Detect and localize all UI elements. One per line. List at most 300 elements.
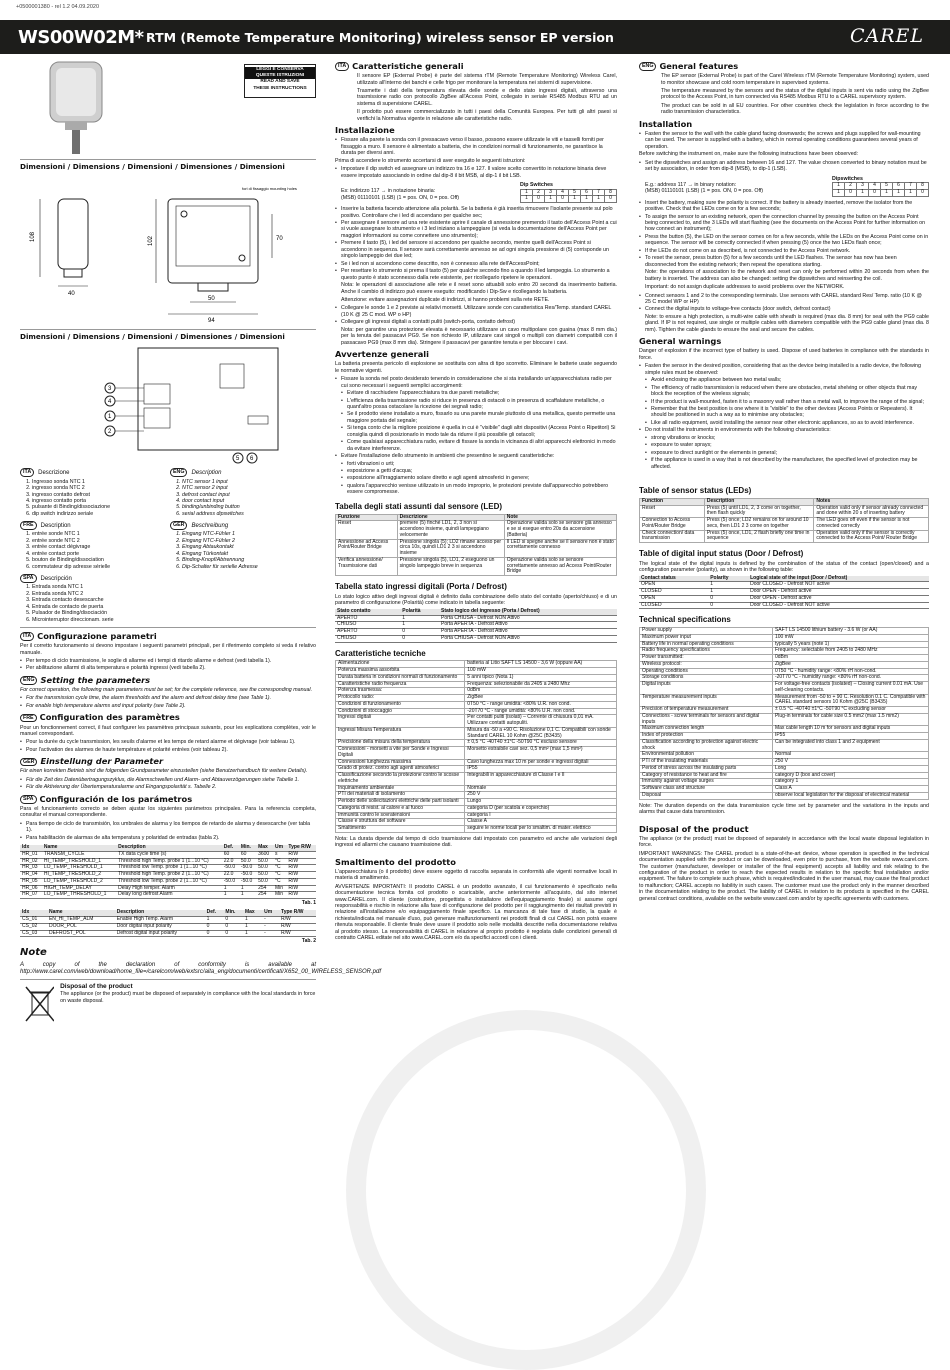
cell: SAFT LS 14500 lithium battery - 3.6 W (or AA) <box>772 628 928 635</box>
crossed-bin-icon <box>20 983 54 1025</box>
lang-tag: ITA <box>335 62 349 70</box>
cell: Defrost digital input polarity <box>115 930 205 937</box>
legend-item: 3. Entrada contacto desescarche <box>32 597 166 603</box>
config-ita <box>20 631 316 672</box>
cell: IP55 <box>772 733 928 740</box>
cell: 50.0 <box>256 872 273 879</box>
legend-item: 1. NTC sensor 1 input <box>182 479 316 485</box>
cell: categoria D (per scatola e coperchio) <box>465 805 617 812</box>
dip-value: 0 <box>605 196 617 203</box>
table-row <box>640 713 929 726</box>
cell: Max cable length 10 m for sensors and digital inputs <box>772 726 928 733</box>
column-header: Descrizione <box>397 514 504 521</box>
cell: Categoria di resist. al calore e al fuoco <box>336 805 465 812</box>
note: Note: the operations of association to the network and reset can only be performed within 20 seconds from when the battery is inserted. The address can also be changed: setting the dipswitches and reinserting the coil. <box>645 269 929 282</box>
paragraph: Before switching the instrument on, make sure the following instructions have been observed: <box>639 151 859 158</box>
cell: Door digital input polarity <box>115 923 205 930</box>
dimensions-title: Dimensioni / Dimensions / Dimensioni / Dimensiones / Dimensioni <box>20 162 285 171</box>
paragraph: Trasmette i dati della temperatura rilevata delle sonde e dello stato ingressi digitali, attraverso una trasmissione radio con protocollo ZigBee all'Access Point, collegato in seriale RS485 Modbus RTU ad un sistema di supervisione CAREL. <box>357 88 617 107</box>
paragraph: AVVERTENZE IMPORTANTI: Il prodotto CAREL è un prodotto avanzato, il cui funzionamento è specificato nella documentazione tecnica fornita col prodotto o scaricabile, anche anteriormente all'acquisto, dal sito internet www.CAREL.com. Il cliente (costruttore, progettista o installatore dell'equipaggiamento finale) si assume ogni responsabilità e rischio in relazione alla fase di configurazione del prodotto per il raggiungimento dei risultati previsti in relazione all'installazione e/o equipaggiamento finale specifico. La mancanza di tale fase di studio, la quale è richiesta/indicata nel manuale d'uso, può generare malfunzionamenti nei prodotti finali di cui CAREL non potrà essere ritenuta responsabile. Il cliente finale deve usare il prodotto solo nelle modalità descritte nella documentazione relativa al prodotto stesso. La responsabilità di CAREL in relazione al proprio prodotto è regolata dalle condizioni generali di contratto CAREL editate nel sito www.CAREL.com e/o da specifici accordi con i clienti. <box>335 883 617 942</box>
cell: -50.0 <box>239 865 256 872</box>
legend-item: 6. commutateur dip adresse sérielle <box>32 564 166 570</box>
legend-item: 2. Eingang NTC-Fühler 2 <box>182 538 316 544</box>
table-row <box>640 530 929 543</box>
cell: Immunità contro le sovratensioni <box>336 812 465 819</box>
sticker-line: READ AND SAVE <box>260 79 300 85</box>
cell: category D (box and cover) <box>772 772 928 779</box>
bullet: • Like all radio equipment, avoid installing the sensor near other electronic appliances, so as to avoid interference. <box>651 420 929 426</box>
table-row <box>336 539 617 557</box>
cell: Porta APERTA - Defrost Attivo <box>439 622 617 629</box>
cell: 1 <box>708 589 748 596</box>
cell: CS_02 <box>20 923 47 930</box>
cell: CLOSED <box>639 589 708 596</box>
bullet: • Connect sensors 1 and 2 to the corresponding terminals. Use sensors with CAREL standard Res/ Temp. ratio (10 K @ 25 C model WP or HP) <box>645 293 929 306</box>
cell: Ingressi digitali <box>336 715 465 728</box>
cell: °C <box>273 872 286 879</box>
paragraph: Pour un fonctionnement correct, il faut configurer les paramètres principaux suivants, pour les explications complètes, voir le manuel correspondant. <box>20 724 316 737</box>
cell: Annessione ad Access Point/Router Bridge <box>336 539 398 557</box>
section-title: Configuración de los parámetros <box>39 793 193 804</box>
legend-item: 5. Binding-Knopf/Abtrennung <box>182 557 316 563</box>
table-title: Technical specifications <box>639 615 731 625</box>
cell: Period of stress across the insulating parts <box>640 765 773 772</box>
section-title: General features <box>659 61 739 71</box>
cell: 250 V <box>465 792 617 799</box>
cell: R/W <box>286 865 316 872</box>
dip-number: 8 <box>605 189 617 196</box>
cell: LO_TEMP_TRESHOLD_2 <box>42 878 116 885</box>
lang-tag: ENG <box>20 676 37 684</box>
paragraph: La batteria presenta pericolo di esplosione se sostituita con altra di tipo scorretto. Eliminare le batterie usate seguendo le normative vigenti. <box>335 361 617 374</box>
cell: Door CLOSED - Defrost NOT active <box>748 602 929 609</box>
cell: ZigBee <box>465 695 617 702</box>
cell: Ingressi Misura Temperatura <box>336 727 465 740</box>
dip-number: 2 <box>845 183 857 190</box>
cell: Software class and structure <box>640 786 773 793</box>
cell: EN_HI_TEMP_ALM <box>47 917 115 924</box>
dip-example-line: (MSB) 01110101 (LSB) (1 = pos. ON, 0 = pos. Off) <box>341 194 460 201</box>
paragraph: L'apparecchiatura (o il prodotto) deve essere oggetto di raccolta separata in conformità alle vigenti normative locali in materia di smaltimento. <box>335 868 617 882</box>
table-row <box>20 930 316 937</box>
cell: Press (5) once; LD2 remains on for around 10 secs, then LD1 2 3 come on together <box>704 518 814 531</box>
cell: Operation valid only if the sensor is correctly connected to the Access Point/ Router Bridge <box>814 530 929 543</box>
bullet: • To reset the sensor, press button (5) for a few seconds until the LED flashes. The sensor has now has been disconnected from the existing network; then repeat the operations starting. <box>645 255 929 268</box>
legend-item: 2. ingresso sonda NTC 2 <box>32 485 166 491</box>
bullet: • Para habilitación de alarmas de alta temperatura y polaridad de entradas (tabla 2). <box>26 835 316 841</box>
cell: 0 <box>205 923 224 930</box>
cell: 22.0 <box>222 872 239 879</box>
dip-value: 1 <box>893 189 905 196</box>
cell: 1 <box>205 917 224 924</box>
column-header: Stato logico del ingresso (Porta / Defrost) <box>439 609 617 615</box>
document-reference: +0500001380 - rel 1.2 04.09.2020 <box>16 4 100 10</box>
table-title: Table of digital input status (Door / Defrost) <box>639 549 804 559</box>
legend-fre <box>20 521 166 570</box>
callout-4: 4 <box>108 399 112 406</box>
cell: Misura da -50 a +90 C. Risoluzione 0,1 C. Compatibili con sonde Standard CAREL 10 Kohm @25C (B3435) <box>465 727 617 740</box>
cell: 100 mW <box>772 634 928 641</box>
bullet: • Se i led non si accendono come descritto, non è connesso alla rete dell'AccessPoint; <box>341 261 617 267</box>
bullet: • Connect the digital inputs to voltage-free contacts (door switch, defrost contact) <box>645 306 929 312</box>
bullet: • forti vibrazioni o urti; <box>347 461 617 467</box>
cell: Index of protection <box>640 733 773 740</box>
section-title: Configuration des paramètres <box>39 712 180 723</box>
board-title: Dimensioni / Dimensions / Dimensioni / Dimensiones / Dimensioni <box>20 332 285 342</box>
product-area <box>20 60 316 156</box>
dip-example <box>335 182 617 203</box>
dip-number: 3 <box>545 189 557 196</box>
digital-input-table <box>335 609 617 643</box>
dip-number: 2 <box>533 189 545 196</box>
paragraph: Für einen korrekten Betrieb sind die folgenden Grundparameter einzustellen (siehe Benutzerhandbuch für weitere Details). <box>20 768 308 775</box>
legend-item: 1. entrée sonde NTC 1 <box>32 531 166 537</box>
header-bar <box>0 20 950 54</box>
cell: For voltage-free contacts (isolated) – Closing current 0.01 mA. Use self-cleaning contacts. <box>772 682 928 695</box>
dimensions-drawing <box>20 174 316 324</box>
table-row <box>639 602 929 609</box>
callout-5: 5 <box>236 456 240 463</box>
cell: Maximum connection length <box>640 726 773 733</box>
dip-example-line: Es: indirizzo 117 → in notazione binaria: <box>341 188 436 195</box>
legend-item: 1. Ingresso sonda NTC 1 <box>32 479 166 485</box>
cell: Porta CHIUSA - Defrost NON Attivo <box>439 615 617 622</box>
bullet: • The efficiency of radio transmission is reduced when there are obstacles, metal shelving or other objects that may block the reception of the wireless signals; <box>651 385 929 398</box>
cell: Classe A <box>465 819 617 826</box>
bullet: • Insert the battery, making sure the polarity is correct. If the battery is already inserted, remove the isolator from the positive. Check that the LEDs come on for a few seconds; <box>645 200 929 213</box>
cell: ± 0,5 °C -40T40 ±1°C -50T90 °C escluso sensore <box>465 740 617 747</box>
cell: batteria al Litio SAFT LS 14500 - 3,6 W (oppure AA) <box>465 661 617 668</box>
cell: Delay High temper. Alarm <box>116 885 222 892</box>
legend-spa <box>20 574 166 623</box>
cell: Long <box>772 765 928 772</box>
legend-ger <box>170 521 316 570</box>
paragraph: The appliance (or the product) must be disposed of separately in accordance with the local waste disposal legislation in force. <box>639 835 929 849</box>
column-header: Notes <box>814 498 929 505</box>
bullet: • if the appliance is used in a way that is not described by the manufacturer, the specified level of protection may be affected. <box>651 457 929 470</box>
bullet: • esposizione all'irraggiamento solare diretto e agli agenti atmosferici in genere; <box>347 475 617 481</box>
cell: CHIUSO <box>335 622 400 629</box>
cell: -20T70 °C - range umidità: <80% U.R. non cond. <box>465 708 617 715</box>
bullet: • Remember that the best position is one where it is "visible" to the other devices (Access Points or Repeaters). It should be positioned in such a way as to minimise any obstacles; <box>651 406 929 419</box>
column-header: Min. <box>239 845 256 851</box>
legend-item: 5. Pulsador de Binding/disociación <box>32 610 166 616</box>
cell: °C <box>273 878 286 885</box>
section-title: Configurazione parametri <box>37 631 157 641</box>
dip-value: 0 <box>869 189 881 196</box>
cell: 0 <box>400 629 439 636</box>
cell: Normal <box>772 752 928 759</box>
bullet: • Impostare il dip switch ed assegnare un indirizzo tra 16 e 127. Il valore scelto convertito in notazione binaria deve essere impostato associando in ordine dal dip-8 il bit MSB, al dip-1 il bit LSB. <box>341 166 617 179</box>
cell: Condizioni di funzionamento <box>336 701 465 708</box>
cell: Enable High Temp. Alarm <box>115 917 205 924</box>
cell: Battery life in normal operating conditions <box>640 641 773 648</box>
cell: Grado di protez. contro agli agenti atmosferici <box>336 766 465 773</box>
table-row <box>336 727 617 740</box>
cell: Reset <box>336 521 398 539</box>
bullet: • Come qualsiasi apparecchiatura radio, evitare di fissare la sonda in vicinanza di altri apparecchi elettronici in modo da evitare interferenze. <box>347 439 617 452</box>
bullet: • Si tenga conto che la migliore posizione è quella in cui è "visibile" dagli altri dispositivi (Access Point o Ripetitori) Si consiglia quindi di posizionarlo in modo tale da ridurre il più possibile gli ostacoli; <box>347 425 617 438</box>
cell: Min <box>273 885 286 892</box>
dip-number: 8 <box>917 183 929 190</box>
bullet: • Per resettare lo strumento si prema il tasto (5) per qualche secondo fino a quando il led lampeggia. Lo strumento a questo punto è stato sconnesso dalla rete esistente, per ricollegarlo ripetere le operazioni. <box>341 268 617 281</box>
cell: Connections - screw terminals for sensors and digital inputs <box>640 713 773 726</box>
cell: Protocollo radio: <box>336 695 465 702</box>
column-header: Max <box>243 910 262 916</box>
paragraph: Il prodotto può essere commercializzato in tutti i paesi della Comunità Europea. Per tutti gli altri paesi si verifichi la Normativa vigente in relazione alle caratteristiche radio. <box>357 109 617 122</box>
table-row <box>640 682 929 695</box>
legend-item: 3. defrost contact input <box>182 492 316 498</box>
cell: Potenza massima assorbita <box>336 668 465 675</box>
table-row <box>640 505 929 518</box>
paragraph: Lo stato logico attivo degli ingressi digitali è definito dalla combinazione dello stato del contatto (aperto/chiuso) e di un parametro di configurazione (Polarità) come indicato in tabella seguente: <box>335 593 617 607</box>
tech-spec-table <box>639 627 929 800</box>
cell: 1 <box>243 923 262 930</box>
lang-tag: ENG <box>639 62 656 70</box>
cell: -50.0 <box>222 865 239 872</box>
table-caption: Tab. 1 <box>301 900 316 907</box>
callout-1: 1 <box>108 414 112 421</box>
cell: Precision of temperature measurement <box>640 707 773 714</box>
dip-number: 7 <box>905 183 917 190</box>
cell: Operazione valida solo se sensore già annesso e se si esegue entro 20s da accensione (Batteria) <box>504 521 616 539</box>
table-title: Caratteristiche tecniche <box>335 648 426 658</box>
disposal-box <box>20 983 316 1025</box>
bullet: • If the product is wall-mounted, fasten it to a masonry wall rather than a metal wall, to improve the range of the signal; <box>651 399 929 405</box>
column-header: Um <box>262 910 279 916</box>
cell: OPEN <box>639 595 708 602</box>
cell: Classe e struttura del software <box>336 819 465 826</box>
cell: Min <box>273 892 286 899</box>
cell: 0dBm <box>465 688 617 695</box>
dip-value: 1 <box>881 189 893 196</box>
cell: R/W <box>286 885 316 892</box>
dim-70: 70 <box>276 235 283 242</box>
lang-tag: ITA <box>20 632 34 640</box>
cell: HI_TEMP_TRESHOLD_1 <box>42 858 116 865</box>
legend-item: 1. Eingang NTC-Fühler 1 <box>182 531 316 537</box>
config-ger <box>20 756 316 790</box>
cell: 254 <box>256 892 273 899</box>
disposal-title: Disposal of the product <box>60 983 133 991</box>
section-title: Installazione <box>335 125 395 136</box>
bullet: • To assign the sensor to an existing network, open the connection channel by pressing the button on the Access Point being connected to, and the 3 LEDs will start flashing (see the documents on the Access Point for further information on how connect an instrument); <box>645 214 929 233</box>
cell: LO_TEMP_THRESHOLD_1 <box>42 892 116 899</box>
legend-item: 4. ingresso contatto porta <box>32 498 166 504</box>
cell: Il LED si spegne anche se il sensore non è stato correttamente connesso <box>504 539 616 557</box>
dip-number: 1 <box>521 189 533 196</box>
cell: 1 <box>239 892 256 899</box>
dip-value: 0 <box>533 196 545 203</box>
table-row <box>336 701 617 708</box>
bullet: • Collegare gli ingressi digitali a contatti puliti (switch-porta, contatto defrost) <box>341 319 617 325</box>
cell: CHIUSO <box>335 635 400 642</box>
table-caption: Tab. 2 <box>301 938 316 945</box>
cell: Potenza trasmessa: <box>336 688 465 695</box>
cell: R/W <box>279 917 316 924</box>
table-title: Tabella degli stati assunti dal sensore (LED) <box>335 501 503 511</box>
paragraph: The EP sensor (External Probe) is part of the Carel Wireless rTM (Remote Temperature Monitoring) system, used to monitor showcase and cold room temperature in supervised systems. <box>661 73 929 86</box>
cell: premere (5) finché LD1, 2, 3 non si accendono insieme, quindi lampeggiano velocemente <box>397 521 504 539</box>
cell: HR_01 <box>20 851 42 858</box>
cell: APERTO <box>335 629 400 636</box>
dip-value: 1 <box>593 196 605 203</box>
legend-item: 5. binding/unbinding button <box>182 504 316 510</box>
legend-item: 5. pulsante di Binding/dissociazione <box>32 504 166 510</box>
dip-value: 1 <box>521 196 533 203</box>
cell: - <box>262 917 279 924</box>
cell: DOOR_POL <box>47 923 115 930</box>
dip-table <box>520 189 617 204</box>
paragraph: Danger of explosion if the incorrect type of battery is used. Dispose of used batteries in compliance with the standards in force. <box>639 348 929 361</box>
cell: OPEN <box>639 582 708 589</box>
table-row <box>640 792 929 799</box>
dim-50: 50 <box>208 295 215 302</box>
cell: HIGH_TEMP_DELAY <box>42 885 116 892</box>
paragraph: The logical state of the digital inputs is defined by the combination of the status of the contact (open/closed) and a configuration parameter (polarity), as shown in the following table: <box>639 560 929 574</box>
cell: 254 <box>256 885 273 892</box>
bullet: • Press the button (5), the LED on the sensor comes on for a few seconds, while the LEDs on the Access Point come on in sequence. The sensor will be correctly connected if when pressing (5) once the two LEDs flash once; <box>645 234 929 247</box>
column-header: Contact status <box>639 576 708 582</box>
bullet: • Evitare di racchiudere l'apparecchiatura tra due pareti metalliche; <box>347 390 617 396</box>
legend-item: 4. door contact input <box>182 498 316 504</box>
lang-tag: ENG <box>170 468 187 476</box>
cell: Integrabili in apparecchiature di Classe I e II <box>465 773 617 786</box>
bullet: • Avoid enclosing the appliance between two metal walls; <box>651 377 929 383</box>
dip-title: Dip Switches <box>520 182 553 189</box>
dip-number: 1 <box>833 183 845 190</box>
table-row <box>336 826 617 833</box>
bullet: • Collegare le sonde 1 e 2 previste ai relativi morsetti. Utilizzare sonde con caratteristica Res/Temp. standard CAREL (10 K @ 25 C mod. WP o HP) <box>341 305 617 318</box>
legend-item: 3. ingresso contatto defrost <box>32 492 166 498</box>
carel-logo: CAREL <box>849 25 924 47</box>
config-spa <box>20 794 316 841</box>
tech-spec-table <box>335 660 617 833</box>
cell: 0 <box>223 923 243 930</box>
column-header: Description <box>116 845 222 851</box>
column-header: Polarity <box>708 576 748 582</box>
cell: 0T50 °C - range umidità: <80% U.R. non cond. <box>465 701 617 708</box>
dip-number: 4 <box>869 183 881 190</box>
column-header: Type R/W <box>286 845 316 851</box>
cell: APERTO <box>335 615 400 622</box>
table-row <box>336 805 617 812</box>
cell: HR_04 <box>20 872 42 879</box>
cell: DEFROST_POL <box>47 930 115 937</box>
document-title: RTM (Remote Temperature Monitoring) wireless sensor EP version <box>146 30 614 45</box>
cell: R/W <box>286 858 316 865</box>
cell: CS_03 <box>20 930 47 937</box>
cell: R/W <box>279 923 316 930</box>
bullet: • Para tiempo de ciclo de transmisión, los umbrales de alarma y los tiempos de retardo de alarma y desescarche (ver tabla 1). <box>26 821 316 834</box>
dip-example <box>639 176 929 197</box>
cell: Porta CHIUSA - Defrost NON Attivo <box>439 635 617 642</box>
cell: Frequenza: selezionabile da 2405 a 2480 Mhz <box>465 681 617 688</box>
cell: - <box>262 930 279 937</box>
legend-item: 2. NTC sensor 2 input <box>182 485 316 491</box>
column-header: Description <box>115 910 205 916</box>
cell: 100 mW <box>465 668 617 675</box>
watermark-seal <box>346 1010 706 1370</box>
section-title: Caratteristiche generali <box>352 61 464 71</box>
cell: Power supply <box>640 628 773 635</box>
cell: Classification according to protection against electric shock <box>640 739 773 752</box>
section-title: Smaltimento del prodotto <box>335 856 456 867</box>
cell: 0dBm <box>772 655 928 662</box>
bullet: • Inserire la batteria facendo attenzione alla polarità. Se la batteria è già inserita rimuovere l'isolante presente sul polo positivo. Controllare che i led di accendano per qualche sec; <box>341 206 617 219</box>
bullet: • esposizione a getti d'acqua; <box>347 468 617 474</box>
dip-number: 6 <box>893 183 905 190</box>
digital-input-table <box>639 576 929 610</box>
callout-6: 6 <box>250 456 254 463</box>
cell: category 1 <box>772 779 928 786</box>
cell: Per contatti puliti (isolati) – Corrente di chiusura 0,01 mA. Utilizzare contatti autopuliti. <box>465 715 617 728</box>
dip-example-line: (MSB) 01110101 (LSB) (1 = pos. ON, 0 = pos. Off) <box>645 188 764 195</box>
cell: 0 <box>708 595 748 602</box>
column-header: Name <box>42 845 116 851</box>
dip-value: 1 <box>545 196 557 203</box>
bullet: • Evitare l'installazione dello strumento in ambienti che presentino le seguenti caratteristiche: <box>341 453 617 459</box>
cell: Porta APERTA - Defrost Attivo <box>439 629 617 636</box>
legend-eng <box>170 468 316 517</box>
cell: 50.0 <box>256 878 273 885</box>
cell: CS_01 <box>20 917 47 924</box>
cell: Connessioni - morsetti a vite per Sonde e Ingressi Digitali <box>336 747 465 760</box>
cell: 1 <box>222 885 239 892</box>
legend-title: Description <box>191 470 222 477</box>
cell: s <box>273 851 286 858</box>
cell: Classificazione secondo la protezione contro le scosse elettriche <box>336 773 465 786</box>
cell: Delay long defrost Alarm <box>116 892 222 899</box>
legend-item: 2. Entrada sonda NTC 2 <box>32 591 166 597</box>
column-header: Def. <box>222 845 239 851</box>
column-header: Funzione <box>336 514 398 521</box>
cell: Power transmitted: <box>640 655 773 662</box>
cell: Durata batteria in condizioni normali di funzionamento <box>336 674 465 681</box>
cell: LO_TEMP_TRESHOLD_1 <box>42 865 116 872</box>
cell: TRANSM_CYCLE <box>42 851 116 858</box>
section-title: Einstellung der Parameter <box>40 756 164 767</box>
bullet: • exposure to direct sunlight or the elements in general; <box>651 450 929 456</box>
legend-item: 2. entrée sonde NTC 2 <box>32 538 166 544</box>
cell: Can be integrated into class 1 and 2 equipment <box>772 739 928 752</box>
dip-value: 0 <box>557 196 569 203</box>
bullet: • Per abilitazione allarmi di alta temperatura e polarità ingressi (vedi tabella 2). <box>26 665 316 671</box>
paragraph: Para el funcionamiento correcto se deben ajustar los siguientes parámetros principales. Para la referencia completa, consultar el manual correspondiente. <box>20 805 316 819</box>
table-row <box>20 923 316 930</box>
cell: 60 <box>239 851 256 858</box>
cell: Immunity against voltage surges <box>640 779 773 786</box>
cell: 0 <box>400 635 439 642</box>
table-row <box>335 635 617 642</box>
paragraph: The product can be sold in all EU countries. For other countries check the legislation in force according to the radio transmission characteristics. <box>661 102 929 116</box>
legend-item: 4. Entrada de contacto de puerta <box>32 604 166 610</box>
cell: Caratteristiche radio frequenza <box>336 681 465 688</box>
cell: 0 <box>708 602 748 609</box>
dim-40: 40 <box>68 290 75 297</box>
column-header: Um <box>273 845 286 851</box>
bullet: • qualora l'apparecchio venisse utilizzato in un modo improprio, le protezioni previste dall'apparecchio potrebbero essere compromesse. <box>347 483 617 496</box>
cell: 50.0 <box>256 858 273 865</box>
table-row <box>336 557 617 575</box>
cell: Door OPEN - Defrost active <box>748 595 929 602</box>
bullet: • Fasten the sensor in the desired position, considering that as the device being installed is a radio device, the following simple rules must be observed: <box>645 363 929 376</box>
dip-value: 1 <box>569 196 581 203</box>
bullet: • Per tempo di ciclo trasmissione, le soglie di allarme ed i tempi di ritardo allarme e defrost (vedi tabella 1). <box>26 658 316 664</box>
bullet: • Set the dipswitches and assign an address between 16 and 127. The value chosen converted to binary notation must be set by association, in order from dip-8 (MSB), to dip-1 (LSB). <box>645 160 929 173</box>
bullet: • Für die Aktivierung der Übertemperaturalarme und Eingangspolarität s. Tabelle 2. <box>26 784 316 790</box>
note: Nota: per garantire una protezione elevata è necessario utilizzare un cavo multipolare con guaina (max 8 mm dia.) per la tenuta del passacavi PG9. Se non richiesto IP, utilizzare cavi singoli o multipli con diametri compatibili con il passacavo PG9 (max 8 mm dia). Stringere il passacavi per garantire tenuta e per bloccare i cavi. <box>341 326 617 346</box>
